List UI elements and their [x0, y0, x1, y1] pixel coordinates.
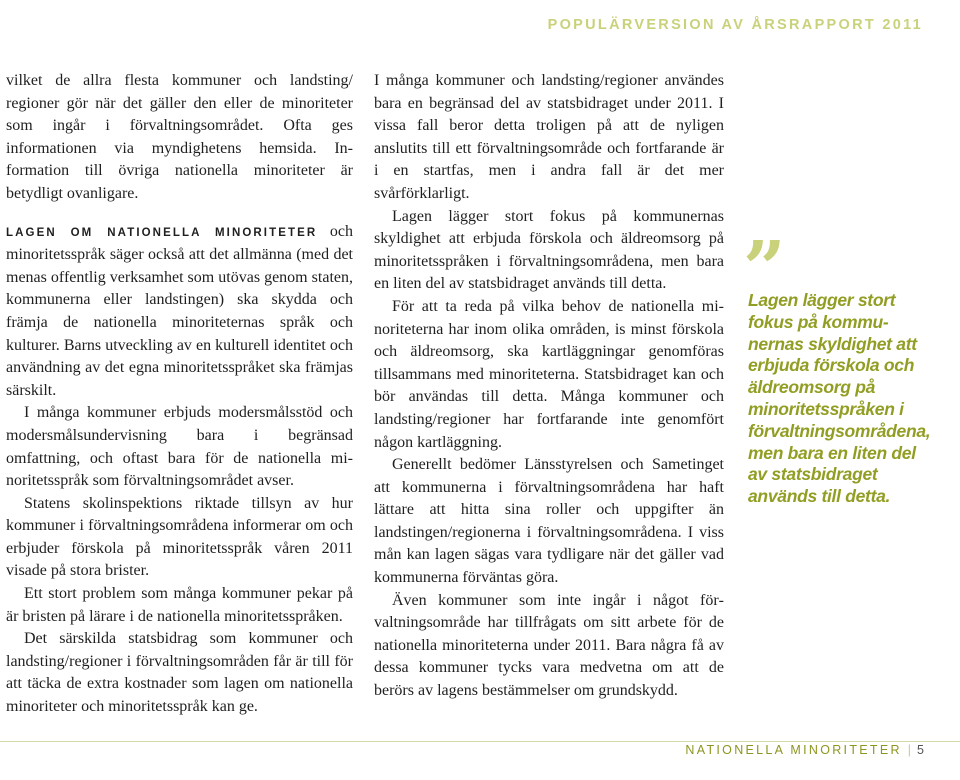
paragraph-text: och minoritetsspråk säger också att det allmänna (med det menas offentlig verksamhet som utövas genom staten, kommunerna eller landstingen) ska skydda och främja de nationella minoriteternas språk och kulturer. Barns utveckling av en kulturell identitet och användning av det egna minoritetsspråket ska främjas särskilt.: [6, 222, 353, 399]
page-number: 5: [917, 743, 924, 757]
paragraph: Ett stort problem som många kommuner pekar på är bristen på lärare i de nationella minoritetsspråken.: [6, 585, 353, 625]
footer-section-title: NATIONELLA MINORITETER: [685, 743, 902, 757]
section-lead-in: LAGEN OM NATIONELLA MINORITETER: [6, 226, 318, 239]
middle-column: [374, 70, 724, 703]
paragraph: I många kommuner och landsting/regioner användes bara en begränsad del av statsbidraget under 2011. I vissa fall beror detta troligen på att de nyligen anslutits till ett förvaltningsområde och fortfarande är i en startfas, men i andra fall är det mer svårförklarligt.: [374, 72, 724, 202]
footer-rule: [0, 741, 960, 742]
quote-mark-icon: ”: [743, 226, 786, 312]
left-column: [6, 70, 353, 719]
paragraph: Även kommuner som inte ingår i något förvaltningsområde har tillfrågats om sitt arbete för de nationella minoriteterna under 2011. Bara några få av dessa kommuner tycks vara medvetna om att de berörs av lagens bestämmelser om grundskydd.: [374, 591, 724, 700]
paragraph: [6, 221, 353, 403]
paragraph: vilket de allra flesta kommuner och landsting/ regioner gör när det gäller den eller de minoriteter som ingår i förvaltningsområdet. Ofta ges informationen via myndighetens hemsida. Information till övriga nationella minoriteter är betydligt ovanligare.: [6, 72, 353, 202]
running-header: POPULÄRVERSION AV ÅRSRAPPORT 2011: [547, 17, 923, 33]
paragraph: Lagen lägger stort fokus på kommunernas skyldighet att erbjuda förskola och äldreomsorg på minoritetsspråken i förvaltningsområdena, men bara en liten del av statsbidraget används till detta.: [374, 207, 724, 293]
paragraph: För att ta reda på vilka behov de nationella minoriteterna har inom olika områden, is minst förskola och äldreomsorg, ska kartläggningar genomföras tillsammans med minoriteterna. Statsbidraget kan och bör användas till detta. Många kommuner och landsting/regioner har fortfarande inte genomfört någon kartläggning.: [374, 297, 724, 451]
footer-separator: |: [907, 743, 912, 757]
paragraph: Det särskilda statsbidrag som kommuner och landsting/regioner i förvaltningsområden får är till för att täcka de extra kostnader som lagen om nationella minoriteter och minoritetsspråk kan ge.: [6, 630, 353, 716]
pull-quote: Lagen lägger stort fokus på kommunernas skyldighet att erbjuda förskola och äldreomsorg på minoritetsspråken i förvaltningsområdena, men bara en liten del av statsbidraget används till detta.: [748, 290, 931, 507]
paragraph: I många kommuner erbjuds modersmålsstöd och modersmålsundervisning bara i begränsad omfattning, och oftast bara för de nationella minoritetsspråk som förvaltningsområdet avser.: [6, 404, 353, 490]
paragraph: Generellt bedömer Länsstyrelsen och Sametinget att kommunerna i förvaltningsområdena har haft lättare att hitta sina roller och uppgifter än landstingen/regionerna i förvaltningsområdena. I viss mån kan lagen sägas vara tydligare när det gäller vad kommunerna förväntas göra.: [374, 456, 724, 587]
paragraph: Statens skolinspektions riktade tillsyn av hur kommuner i förvaltningsområdena informerar om och erbjuder förskola på minoritetsspråk våren 2011 visade på stora brister.: [6, 494, 353, 580]
page-footer: [685, 743, 924, 757]
